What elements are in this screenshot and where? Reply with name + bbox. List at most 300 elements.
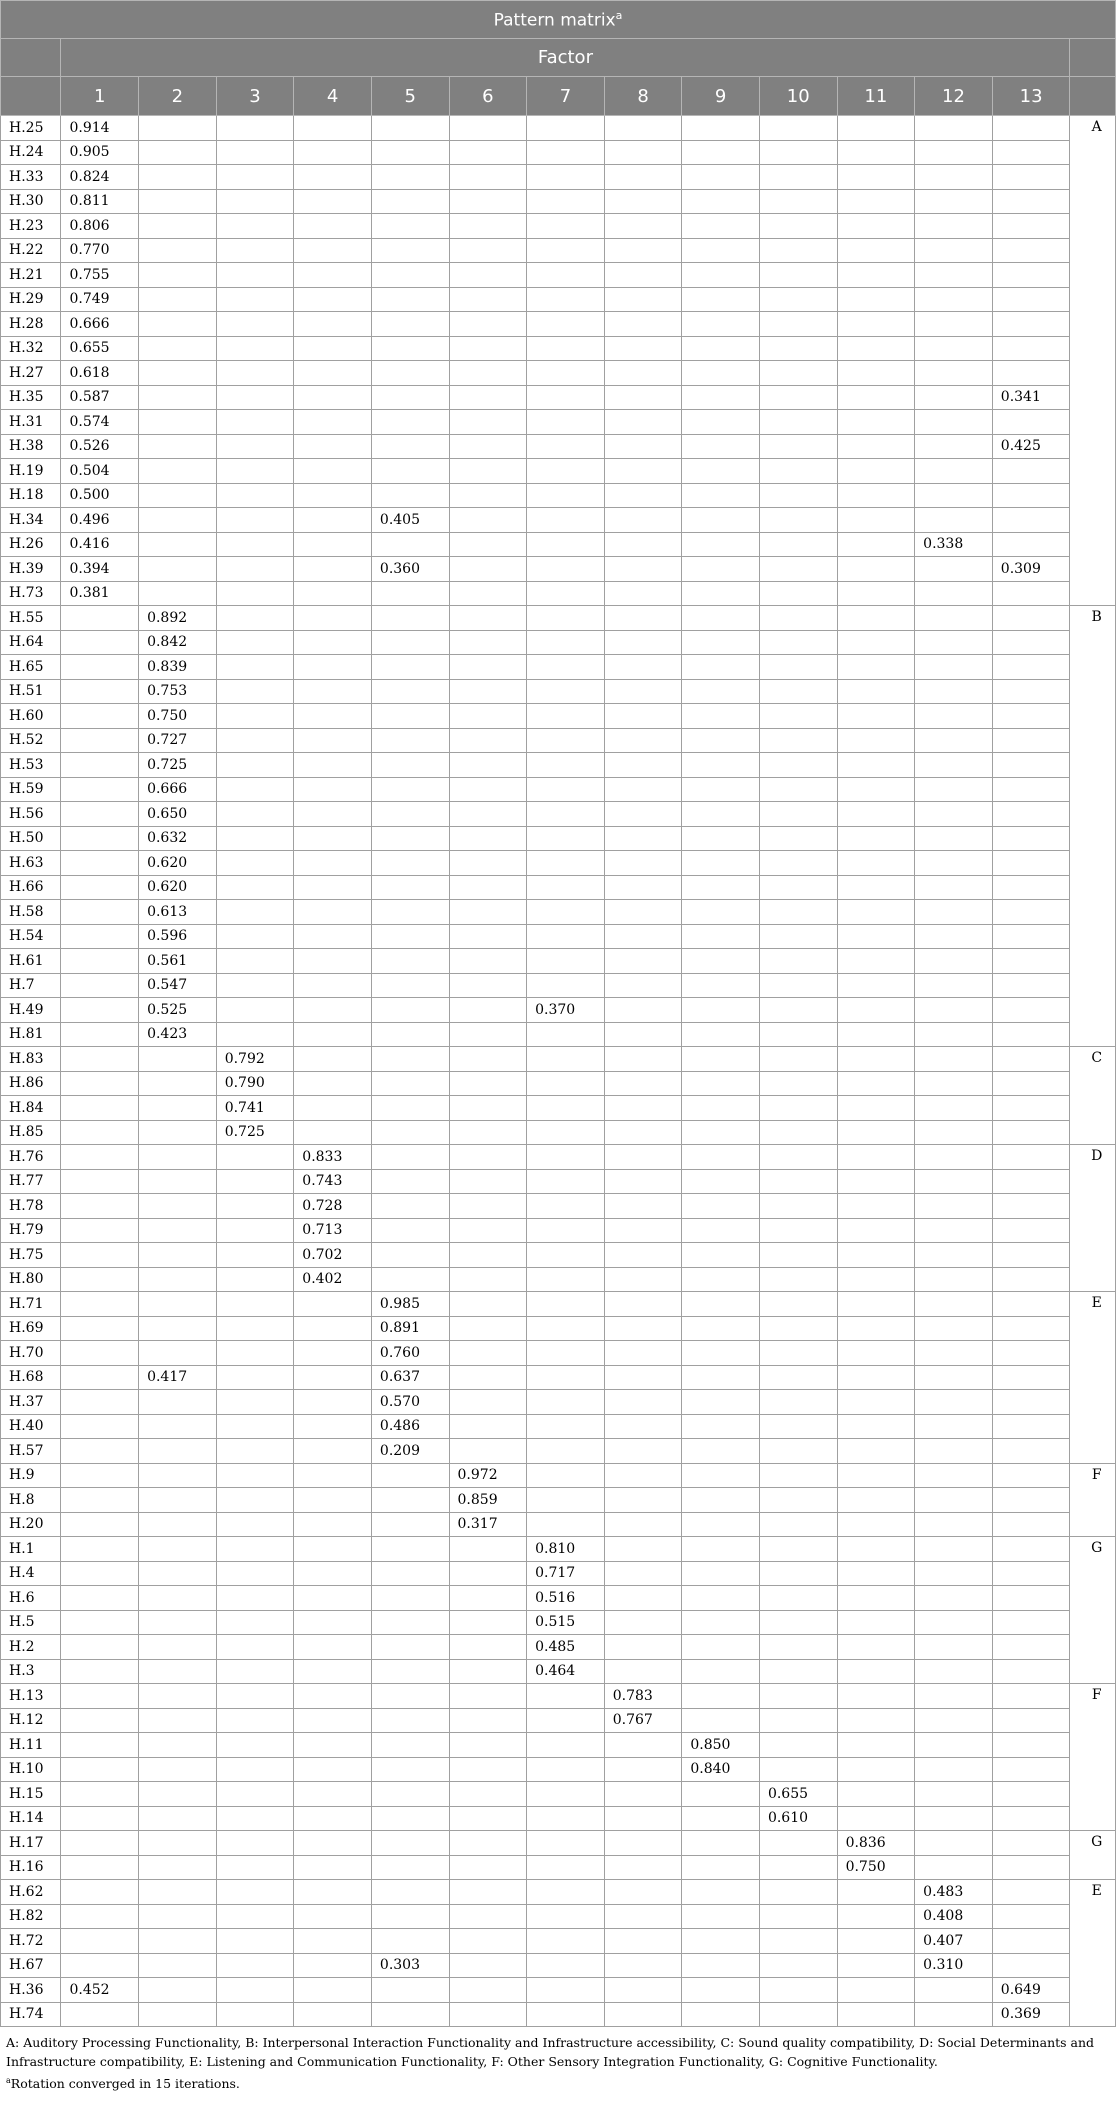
loading-cell: 0.725 — [216, 1120, 294, 1145]
table-row — [1, 1855, 1116, 1880]
loading-cell — [992, 1071, 1070, 1096]
loading-cell — [527, 655, 605, 680]
loading-cell — [837, 532, 915, 557]
factor-header: Factor — [61, 39, 1070, 77]
loading-cell — [604, 1488, 682, 1513]
loading-cell — [294, 1635, 372, 1660]
loading-cell — [371, 140, 449, 165]
loading-cell — [604, 116, 682, 141]
loading-cell — [527, 1267, 605, 1292]
loading-cell — [682, 1880, 760, 1905]
loading-cell — [759, 630, 837, 655]
loading-cell — [216, 851, 294, 876]
loading-cell: 0.613 — [139, 900, 217, 925]
loading-cell — [139, 361, 217, 386]
table-title-sup: a — [615, 8, 623, 22]
loading-cell — [527, 116, 605, 141]
loading-cell — [294, 165, 372, 190]
loading-cell: 0.485 — [527, 1635, 605, 1660]
loading-cell — [139, 1684, 217, 1709]
loading-cell — [449, 1561, 527, 1586]
loading-cell — [527, 1169, 605, 1194]
table-row — [1, 1488, 1116, 1513]
loading-cell — [139, 532, 217, 557]
loading-cell — [294, 2002, 372, 2027]
loading-cell — [992, 630, 1070, 655]
loading-cell: 0.859 — [449, 1488, 527, 1513]
loading-cell — [371, 1610, 449, 1635]
loading-cell — [759, 1218, 837, 1243]
table-row — [1, 263, 1116, 288]
loading-cell — [604, 434, 682, 459]
table-row — [1, 557, 1116, 582]
loading-cell — [682, 1684, 760, 1709]
loading-cell — [992, 1733, 1070, 1758]
loading-cell — [139, 336, 217, 361]
loading-cell — [371, 1561, 449, 1586]
table-row — [1, 630, 1116, 655]
loading-cell — [992, 1120, 1070, 1145]
loading-cell — [837, 998, 915, 1023]
loading-cell — [449, 1120, 527, 1145]
loading-cell — [759, 2002, 837, 2027]
loading-cell — [837, 900, 915, 925]
loading-cell — [915, 753, 993, 778]
item-label: H.58 — [1, 900, 61, 925]
loading-cell — [915, 1145, 993, 1170]
loading-cell — [139, 1537, 217, 1562]
loading-cell — [449, 1757, 527, 1782]
loading-cell — [759, 875, 837, 900]
loading-cell — [216, 655, 294, 680]
loading-cell — [759, 1047, 837, 1072]
table-row — [1, 606, 1116, 631]
item-label: H.1 — [1, 1537, 61, 1562]
table-row — [1, 483, 1116, 508]
loading-cell — [915, 630, 993, 655]
loading-cell — [915, 140, 993, 165]
loading-cell — [992, 116, 1070, 141]
loading-cell — [759, 826, 837, 851]
loading-cell — [449, 2002, 527, 2027]
footnote-marker: a — [6, 2076, 11, 2085]
loading-cell — [837, 679, 915, 704]
loading-cell — [604, 728, 682, 753]
loading-cell — [216, 1855, 294, 1880]
loading-cell — [604, 1267, 682, 1292]
loading-cell — [915, 1488, 993, 1513]
loading-cell — [604, 1561, 682, 1586]
loading-cell — [216, 1390, 294, 1415]
loading-cell — [604, 753, 682, 778]
loading-cell: 0.806 — [61, 214, 139, 239]
loading-cell — [915, 385, 993, 410]
loading-cell — [527, 1022, 605, 1047]
loading-cell — [139, 1390, 217, 1415]
loading-cell — [371, 1267, 449, 1292]
loading-cell — [371, 851, 449, 876]
loading-cell — [837, 1953, 915, 1978]
loading-cell — [294, 263, 372, 288]
table-row — [1, 1463, 1116, 1488]
loading-cell — [915, 1782, 993, 1807]
loading-cell — [837, 1757, 915, 1782]
loading-cell — [139, 1145, 217, 1170]
loading-cell — [604, 312, 682, 337]
item-label: H.33 — [1, 165, 61, 190]
loading-cell — [216, 1439, 294, 1464]
loading-cell — [837, 1635, 915, 1660]
loading-cell — [992, 1512, 1070, 1537]
item-label: H.38 — [1, 434, 61, 459]
loading-cell — [604, 875, 682, 900]
loading-cell — [527, 1120, 605, 1145]
loading-cell — [527, 1365, 605, 1390]
loading-cell — [992, 1806, 1070, 1831]
loading-cell — [294, 1463, 372, 1488]
loading-cell — [759, 998, 837, 1023]
loading-cell — [682, 1855, 760, 1880]
loading-cell — [61, 1218, 139, 1243]
loading-cell — [139, 1120, 217, 1145]
loading-cell — [449, 826, 527, 851]
loading-cell: 0.405 — [371, 508, 449, 533]
loading-cell — [527, 410, 605, 435]
item-label: H.65 — [1, 655, 61, 680]
loading-cell — [527, 140, 605, 165]
loading-cell — [759, 508, 837, 533]
loading-cell — [527, 238, 605, 263]
loading-cell — [449, 1194, 527, 1219]
loading-cell — [992, 1316, 1070, 1341]
loading-cell — [527, 312, 605, 337]
loading-cell — [294, 361, 372, 386]
loading-cell — [604, 532, 682, 557]
loading-cell — [759, 1757, 837, 1782]
loading-cell — [527, 165, 605, 190]
loading-cell — [915, 1561, 993, 1586]
loading-cell — [527, 900, 605, 925]
loading-cell — [294, 679, 372, 704]
loading-cell — [682, 1365, 760, 1390]
loading-cell — [449, 1635, 527, 1660]
group-label: A — [1070, 116, 1116, 606]
loading-cell — [216, 459, 294, 484]
table-row — [1, 1243, 1116, 1268]
loading-cell — [992, 1292, 1070, 1317]
header-blank — [1070, 39, 1116, 77]
loading-cell — [294, 1708, 372, 1733]
loading-cell — [449, 679, 527, 704]
loading-cell — [216, 532, 294, 557]
factor-number-4: 4 — [294, 77, 372, 116]
table-row — [1, 1096, 1116, 1121]
item-label: H.81 — [1, 1022, 61, 1047]
loading-cell — [604, 459, 682, 484]
loading-cell — [992, 459, 1070, 484]
loading-cell — [371, 189, 449, 214]
loading-cell: 0.713 — [294, 1218, 372, 1243]
loading-cell — [837, 1708, 915, 1733]
loading-cell — [759, 1145, 837, 1170]
loading-cell — [682, 753, 760, 778]
table-row — [1, 238, 1116, 263]
loading-cell — [61, 1831, 139, 1856]
loading-cell — [216, 1341, 294, 1366]
loading-cell — [371, 1659, 449, 1684]
loading-cell — [61, 1880, 139, 1905]
loading-cell — [139, 1169, 217, 1194]
loading-cell — [604, 508, 682, 533]
loading-cell — [837, 1806, 915, 1831]
loading-cell — [527, 949, 605, 974]
loading-cell — [837, 336, 915, 361]
loading-cell — [294, 1929, 372, 1954]
loading-cell — [915, 973, 993, 998]
loading-cell — [449, 508, 527, 533]
loading-cell — [682, 924, 760, 949]
table-row — [1, 924, 1116, 949]
loading-cell — [139, 1929, 217, 1954]
loading-cell — [759, 655, 837, 680]
loading-cell — [837, 1586, 915, 1611]
loading-cell — [604, 655, 682, 680]
loading-cell — [371, 630, 449, 655]
loading-cell — [371, 238, 449, 263]
table-row — [1, 777, 1116, 802]
loading-cell — [61, 1782, 139, 1807]
loading-cell — [837, 802, 915, 827]
loading-cell — [371, 1169, 449, 1194]
loading-cell — [449, 998, 527, 1023]
table-row — [1, 1953, 1116, 1978]
loading-cell — [449, 1610, 527, 1635]
loading-cell — [61, 851, 139, 876]
item-label: H.2 — [1, 1635, 61, 1660]
table-row — [1, 1145, 1116, 1170]
table-row — [1, 508, 1116, 533]
table-row — [1, 1071, 1116, 1096]
loading-cell — [682, 557, 760, 582]
loading-cell — [837, 214, 915, 239]
item-label: H.57 — [1, 1439, 61, 1464]
table-row — [1, 1880, 1116, 1905]
loading-cell — [604, 1463, 682, 1488]
loading-cell — [915, 238, 993, 263]
loading-cell — [527, 214, 605, 239]
table-row — [1, 385, 1116, 410]
loading-cell — [682, 875, 760, 900]
table-row — [1, 361, 1116, 386]
loading-cell — [294, 287, 372, 312]
loading-cell — [604, 1512, 682, 1537]
loading-cell — [527, 459, 605, 484]
loading-cell — [837, 826, 915, 851]
loading-cell — [604, 140, 682, 165]
loading-cell: 0.452 — [61, 1978, 139, 2003]
loading-cell — [759, 1586, 837, 1611]
loading-cell — [61, 1047, 139, 1072]
item-label: H.64 — [1, 630, 61, 655]
loading-cell — [139, 410, 217, 435]
loading-cell — [915, 263, 993, 288]
loading-cell — [682, 410, 760, 435]
loading-cell — [371, 728, 449, 753]
item-label: H.40 — [1, 1414, 61, 1439]
loading-cell — [449, 410, 527, 435]
loading-cell — [371, 116, 449, 141]
loading-cell — [527, 1855, 605, 1880]
loading-cell — [759, 1684, 837, 1709]
group-label: E — [1070, 1880, 1116, 2027]
loading-cell — [371, 679, 449, 704]
loading-cell — [915, 1096, 993, 1121]
loading-cell — [61, 1904, 139, 1929]
loading-cell — [371, 1708, 449, 1733]
loading-cell — [216, 1880, 294, 1905]
loading-cell — [527, 924, 605, 949]
loading-cell — [837, 557, 915, 582]
loading-cell — [216, 777, 294, 802]
table-row — [1, 1684, 1116, 1709]
loading-cell — [915, 1635, 993, 1660]
loading-cell — [139, 1757, 217, 1782]
loading-cell — [682, 1953, 760, 1978]
loading-cell — [759, 434, 837, 459]
table-row — [1, 1512, 1116, 1537]
table-row — [1, 459, 1116, 484]
loading-cell — [915, 1684, 993, 1709]
loading-cell: 0.810 — [527, 1537, 605, 1562]
loading-cell — [604, 777, 682, 802]
loading-cell — [371, 1757, 449, 1782]
loading-cell — [61, 606, 139, 631]
loading-cell — [216, 1267, 294, 1292]
item-label: H.12 — [1, 1708, 61, 1733]
loading-cell — [371, 1831, 449, 1856]
loading-cell — [837, 1096, 915, 1121]
loading-cell — [992, 1414, 1070, 1439]
loading-cell — [371, 1512, 449, 1537]
loading-cell — [759, 263, 837, 288]
loading-cell — [759, 1243, 837, 1268]
loading-cell: 0.750 — [837, 1855, 915, 1880]
item-label: H.36 — [1, 1978, 61, 2003]
loading-cell: 0.850 — [682, 1733, 760, 1758]
loading-cell — [759, 312, 837, 337]
loading-cell — [682, 312, 760, 337]
loading-cell — [682, 802, 760, 827]
loading-cell — [992, 679, 1070, 704]
item-label: H.73 — [1, 581, 61, 606]
loading-cell — [61, 1145, 139, 1170]
loading-cell — [604, 1757, 682, 1782]
loading-cell — [294, 973, 372, 998]
loading-cell — [604, 1145, 682, 1170]
loading-cell — [139, 1071, 217, 1096]
loading-cell — [139, 1439, 217, 1464]
loading-cell — [682, 532, 760, 557]
loading-cell — [837, 728, 915, 753]
loading-cell — [527, 851, 605, 876]
loading-cell — [139, 140, 217, 165]
loading-cell — [216, 1953, 294, 1978]
loading-cell — [527, 1904, 605, 1929]
loading-cell — [216, 826, 294, 851]
loading-cell — [216, 1218, 294, 1243]
loading-cell — [759, 1855, 837, 1880]
loading-cell — [915, 777, 993, 802]
loading-cell — [837, 263, 915, 288]
loading-cell — [371, 1047, 449, 1072]
loading-cell — [992, 1782, 1070, 1807]
loading-cell — [837, 459, 915, 484]
loading-cell — [992, 753, 1070, 778]
table-row — [1, 728, 1116, 753]
loading-cell — [527, 777, 605, 802]
loading-cell — [915, 924, 993, 949]
loading-cell — [837, 1512, 915, 1537]
loading-cell — [682, 1414, 760, 1439]
item-label: H.63 — [1, 851, 61, 876]
loading-cell — [449, 1708, 527, 1733]
loading-cell — [371, 826, 449, 851]
loading-cell — [449, 1586, 527, 1611]
loading-cell: 0.618 — [61, 361, 139, 386]
table-notes — [0, 2027, 1106, 2093]
item-label: H.32 — [1, 336, 61, 361]
loading-cell — [449, 630, 527, 655]
loading-cell — [759, 1414, 837, 1439]
table-row — [1, 336, 1116, 361]
item-label: H.55 — [1, 606, 61, 631]
loading-cell — [216, 753, 294, 778]
loading-cell — [604, 1292, 682, 1317]
loading-cell — [371, 410, 449, 435]
loading-cell: 0.417 — [139, 1365, 217, 1390]
loading-cell — [915, 1390, 993, 1415]
loading-cell — [216, 924, 294, 949]
loading-cell — [61, 1953, 139, 1978]
loading-cell: 0.526 — [61, 434, 139, 459]
loading-cell — [992, 1267, 1070, 1292]
loading-cell — [604, 1880, 682, 1905]
loading-cell — [449, 1806, 527, 1831]
loading-cell — [216, 802, 294, 827]
loading-cell — [682, 1463, 760, 1488]
loading-cell — [139, 1904, 217, 1929]
loading-cell — [759, 1904, 837, 1929]
loading-cell — [604, 1586, 682, 1611]
loading-cell — [449, 116, 527, 141]
loading-cell: 0.637 — [371, 1365, 449, 1390]
loading-cell — [915, 1292, 993, 1317]
loading-cell — [604, 238, 682, 263]
loading-cell — [759, 1071, 837, 1096]
loading-cell — [759, 1120, 837, 1145]
loading-cell — [139, 1488, 217, 1513]
loading-cell — [992, 777, 1070, 802]
loading-cell — [449, 1855, 527, 1880]
loading-cell — [371, 1806, 449, 1831]
loading-cell — [759, 1194, 837, 1219]
loading-cell — [139, 1292, 217, 1317]
loading-cell — [449, 949, 527, 974]
loading-cell — [294, 1610, 372, 1635]
loading-cell — [294, 1047, 372, 1072]
loading-cell — [604, 1120, 682, 1145]
loading-cell — [371, 1243, 449, 1268]
